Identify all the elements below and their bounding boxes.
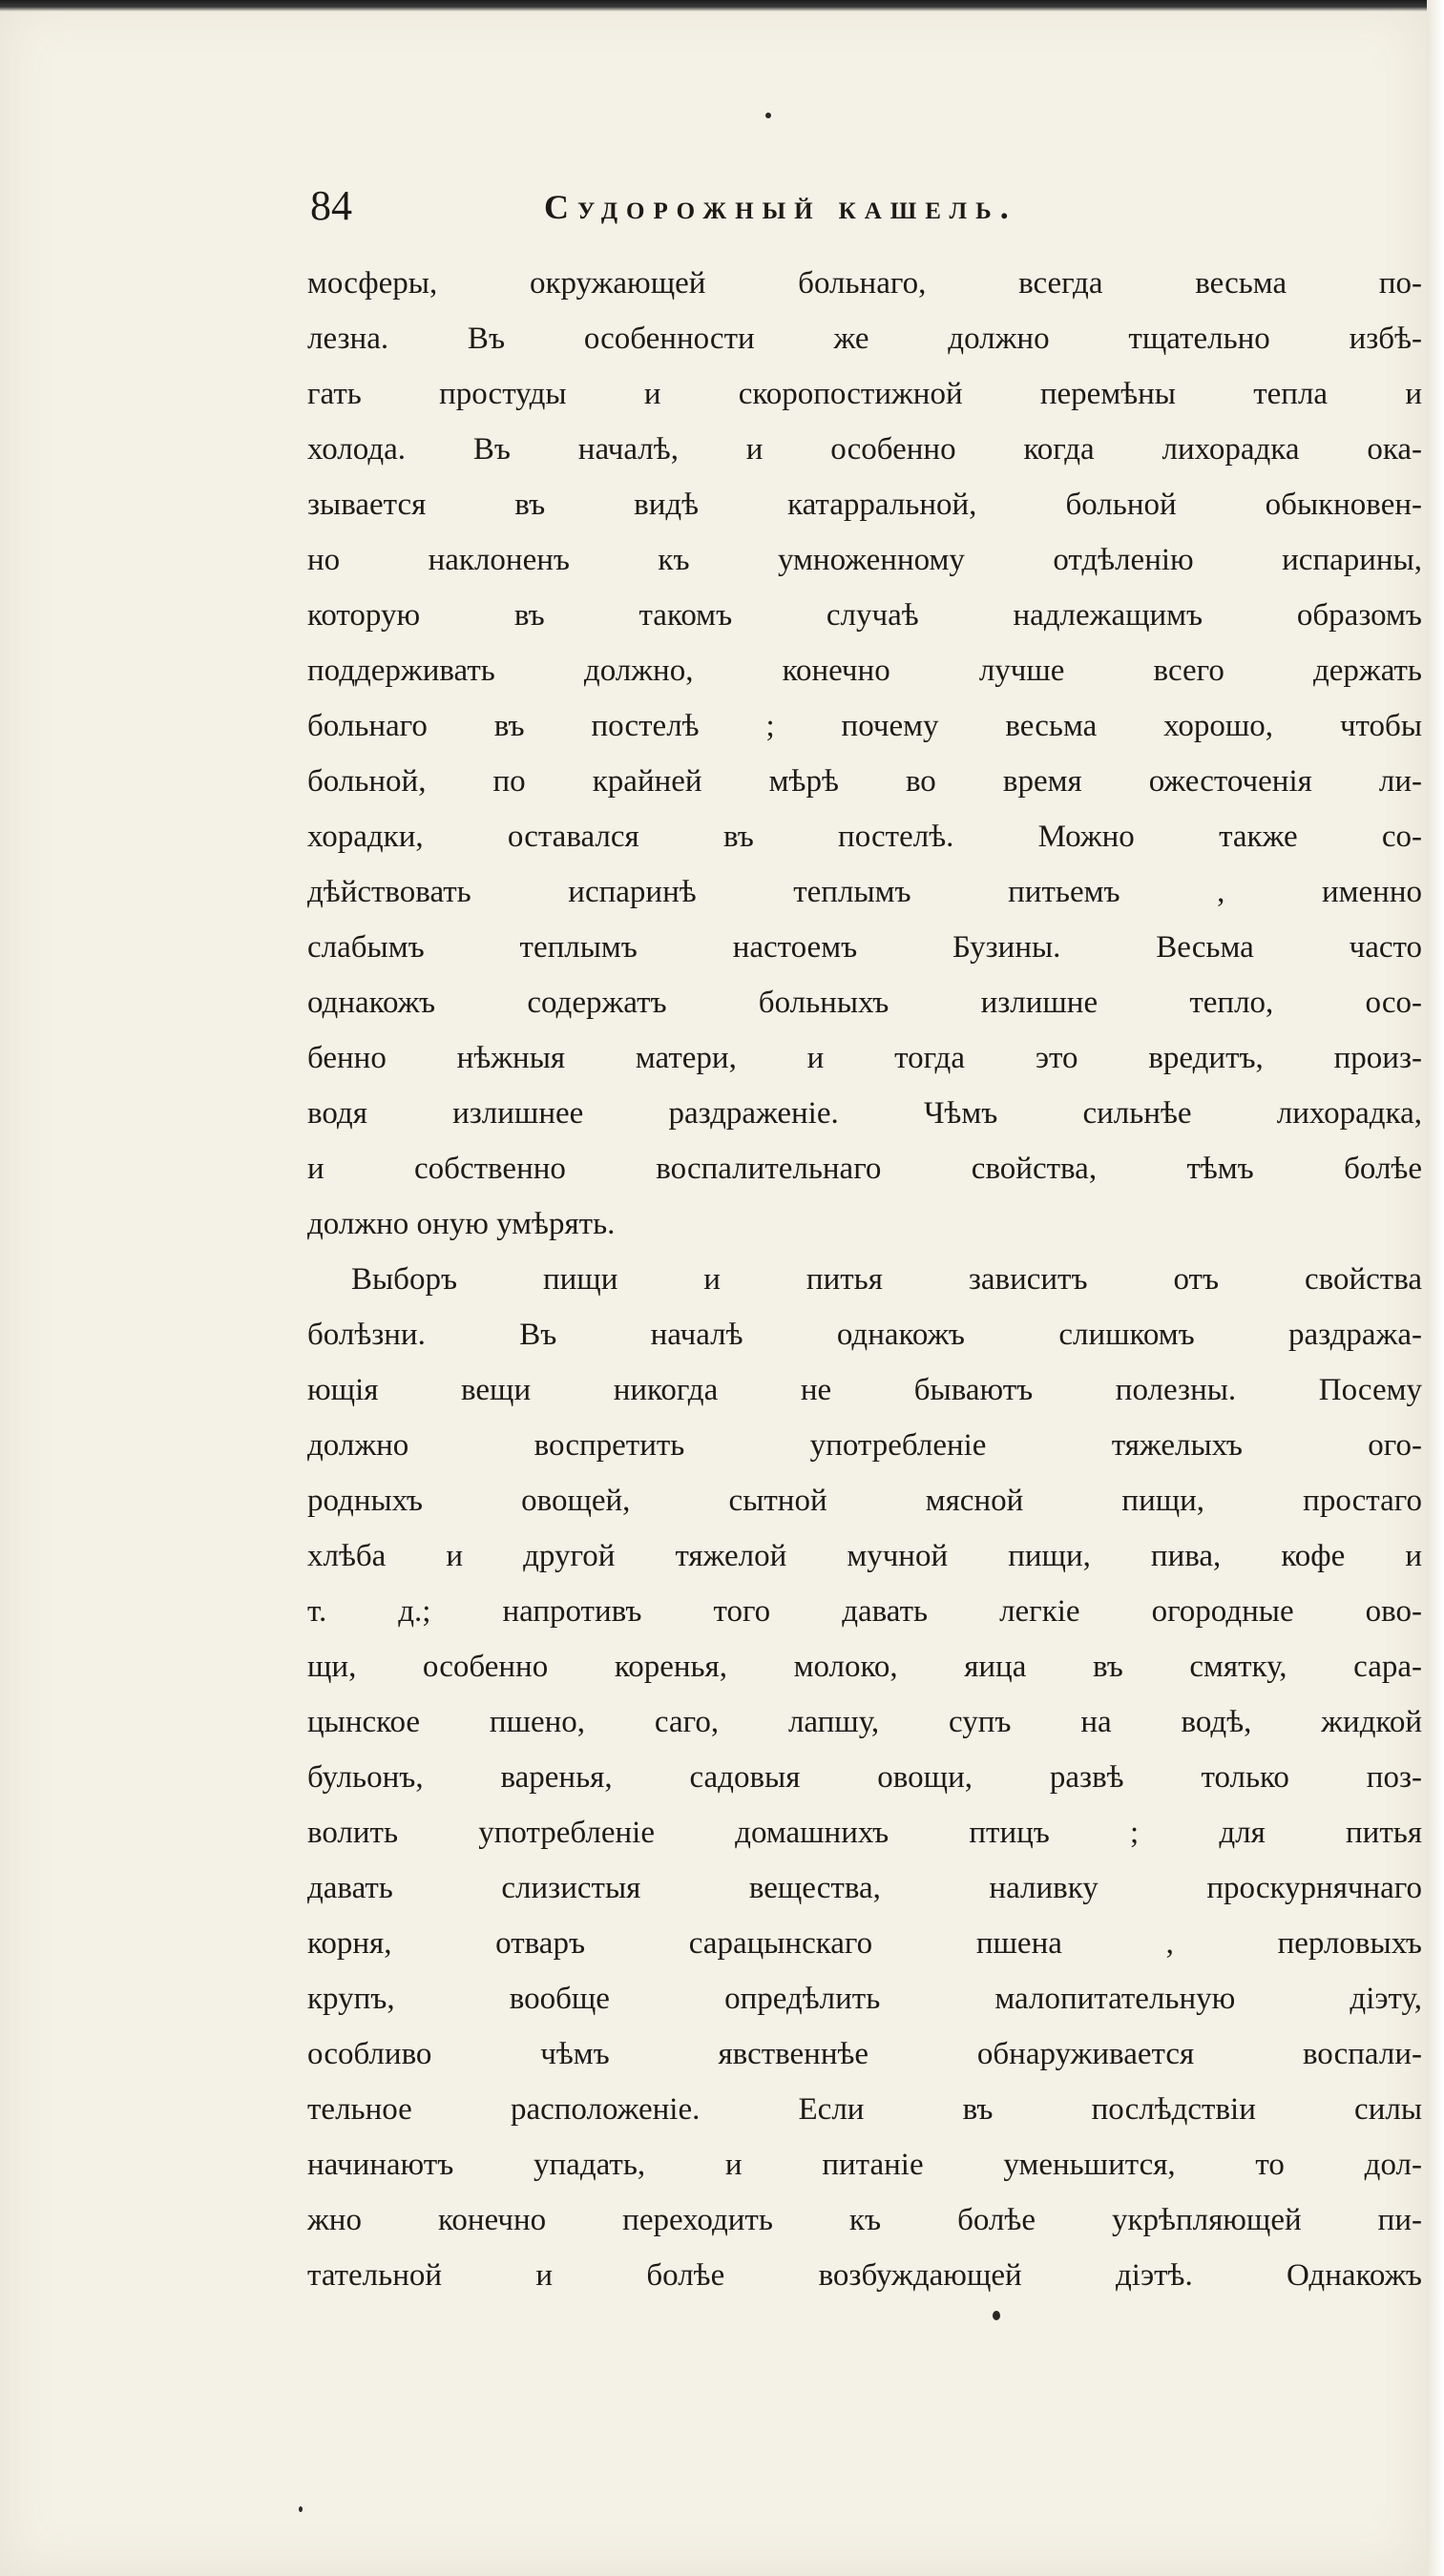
text-line: тельное расположеніе. Если въ послѣдствіи силы [307,2092,1422,2127]
page-right-margin [1427,0,1444,2576]
text-line: родныхъ овощей, сытной мясной пищи, простаго [307,1484,1422,1518]
text-line: должно воспретить употребленіе тяжелыхъ ого- [307,1428,1422,1463]
text-line: давать слизистыя вещества, наливку проскурнячнаго [307,1871,1422,1905]
text-line: хлѣба и другой тяжелой мучной пищи, пива, кофе и [307,1539,1422,1573]
text-line: т. д.; напротивъ того давать легкіе огородные ово- [307,1594,1422,1629]
text-line: слабымъ теплымъ настоемъ Бузины. Весьма часто [307,930,1422,965]
text-line: однакожъ содержатъ больныхъ излишне тепло, осо- [307,986,1422,1020]
text-line: особливо чѣмъ явственнѣе обнаруживается воспали- [307,2037,1422,2071]
text-line: дѣйствовать испаринѣ теплымъ питьемъ , именно [307,875,1422,909]
text-line: водя излишнее раздраженіе. Чѣмъ сильнѣе лихорадка, [307,1096,1422,1131]
text-line: больнаго въ постелѣ ; почему весьма хорошо, чтобы [307,709,1422,743]
paragraph-1 [307,256,1422,1252]
text-line: поддерживать должно, конечно лучше всего держать [307,654,1422,688]
text-line: крупъ, вообще опредѣлить малопитательную діэту, [307,1982,1422,2016]
text-line: бенно нѣжныя матери, и тогда это вредитъ, произ- [307,1041,1422,1075]
text-line: волить употребленіе домашнихъ птицъ ; для питья [307,1816,1422,1850]
paragraph-2 [307,1252,1422,2303]
ink-speck [299,2506,303,2512]
text-line: которую въ такомъ случаѣ надлежащимъ образомъ [307,598,1422,633]
text-line: Выборъ пищи и питья зависитъ отъ свойства [351,1262,1422,1297]
text-line: цынское пшено, саго, лапшу, супъ на водѣ, жидкой [307,1705,1422,1739]
text-line: начинаютъ упадать, и питаніе уменьшится, то дол- [307,2148,1422,2182]
text-line: зывается въ видѣ катарральной, больной обыкновен- [307,488,1422,522]
text-line: но наклоненъ къ умноженному отдѣленію испарины, [307,543,1422,577]
page-header [310,181,1188,239]
text-line: и собственно воспалительнаго свойства, тѣмъ болѣе [307,1152,1422,1186]
text-line: должно оную умѣрять. [307,1207,616,1241]
text-line: щи, особенно коренья, молоко, яица въ смятку, сара- [307,1650,1422,1684]
text-line: ющія вещи никогда не бываютъ полезны. Посему [307,1373,1422,1407]
text-line: мосферы, окружающей больнаго, всегда весьма по- [307,266,1422,301]
page-number: 84 [310,182,352,229]
text-line: корня, отваръ сарацынскаго пшена , перловыхъ [307,1926,1422,1961]
text-line: болѣзни. Въ началѣ однакожъ слишкомъ раздража- [307,1318,1422,1352]
text-line: жно конечно переходить къ болѣе укрѣпляющей пи- [307,2203,1422,2237]
text-line: холода. Въ началѣ, и особенно когда лихорадка ока- [307,432,1422,467]
text-line: бульонъ, варенья, садовыя овощи, развѣ только поз- [307,1760,1422,1795]
ink-speck [765,113,771,118]
text-line: больной, по крайней мѣрѣ во время ожесточенія ли- [307,764,1422,799]
ink-speck [993,2311,1000,2320]
text-line: тательной и болѣе возбуждающей діэтѣ. Однакожъ [307,2258,1422,2293]
text-line: гать простуды и скоропостижной перемѣны тепла и [307,377,1422,411]
text-line: лезна. Въ особенности же должно тщательно избѣ- [307,322,1422,356]
body-text [307,256,1422,2303]
page-top-edge [0,0,1444,11]
running-title: Судорожный кашель. [544,188,1017,226]
text-line: хорадки, оставался въ постелѣ. Можно также со- [307,820,1422,854]
